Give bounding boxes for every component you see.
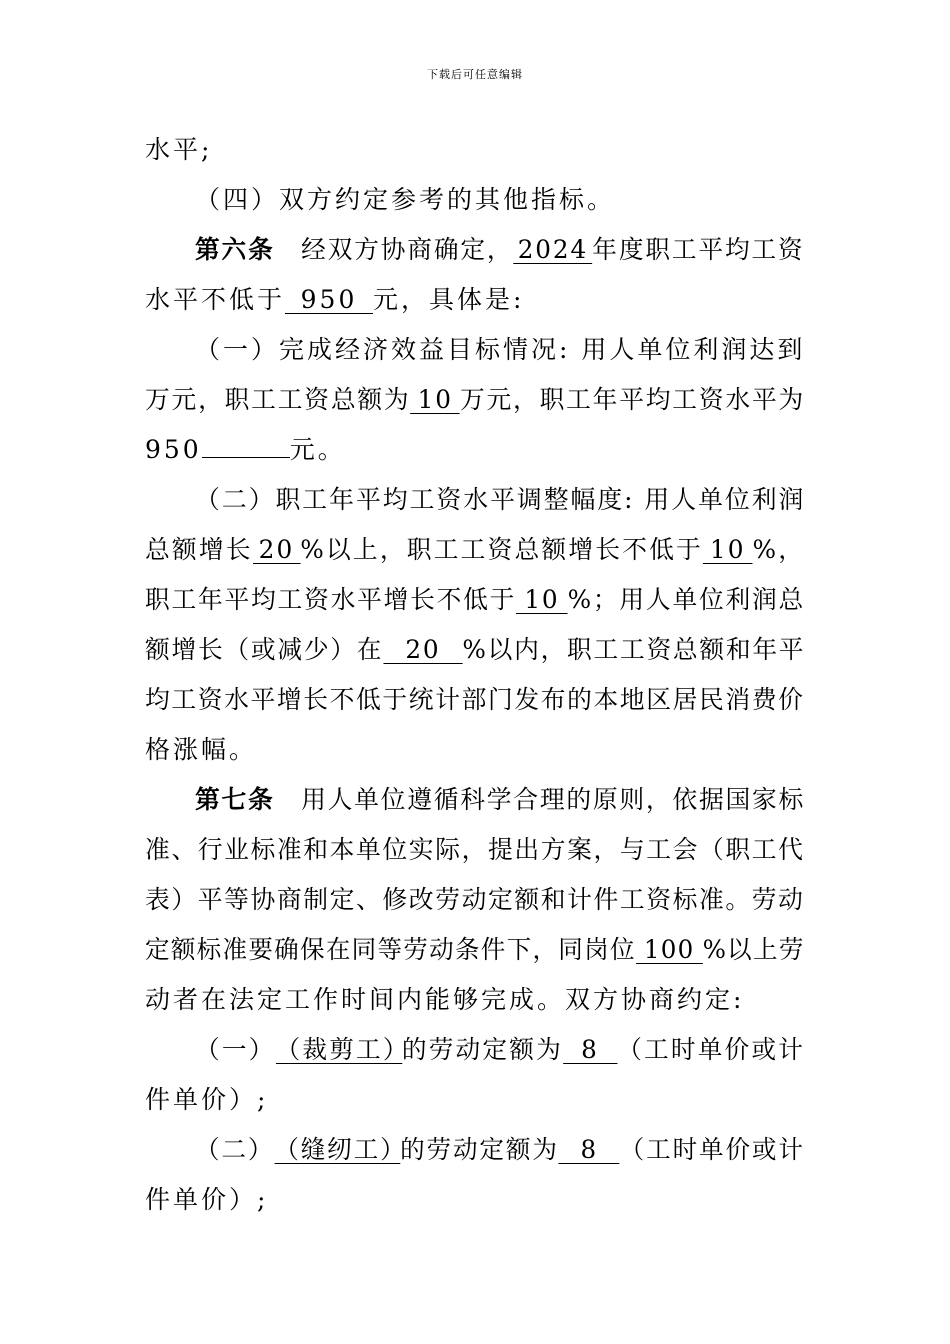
text-segment: %以内，职工工资总额和年平	[462, 635, 806, 664]
text-segment: 定额标准要确保在同等劳动条件下，同岗位	[145, 935, 636, 964]
text-segment: %以上，职工工资总额增长不低于	[300, 535, 703, 564]
text-segment: 950	[145, 435, 202, 464]
text-segment: 经双方协商确定，	[274, 235, 514, 264]
text-segment: （四）双方约定参考的其他指标。	[195, 185, 616, 214]
text-line	[195, 785, 805, 815]
text-line	[145, 285, 524, 315]
text-line	[145, 435, 346, 465]
page-header: 下载后可任意编辑	[427, 68, 523, 81]
text-line	[145, 585, 805, 615]
text-line	[195, 335, 805, 365]
text-line	[195, 1035, 805, 1065]
article-heading: 第六条	[195, 235, 275, 264]
text-line	[145, 935, 805, 965]
text-segment: %；用人单位利润总	[567, 585, 806, 614]
filled-blank: 2024	[513, 237, 592, 264]
filled-blank: 8	[559, 1137, 620, 1164]
filled-blank: 20	[383, 637, 462, 664]
text-line	[145, 1185, 268, 1215]
text-segment: %以上劳	[702, 935, 805, 964]
text-segment: （工时单价或计	[619, 1135, 805, 1164]
filled-blank: （缝纫工）	[274, 1135, 407, 1164]
text-segment: 水平;	[145, 135, 213, 164]
text-line	[145, 135, 212, 165]
filled-blank: 20	[253, 537, 301, 564]
filled-blank: 10	[410, 387, 459, 414]
text-segment: 用人单位遵循科学合理的原则，依据国家标	[274, 785, 806, 814]
text-segment: 万元，职工年平均工资水平为	[459, 385, 806, 414]
text-segment: 职工年平均工资水平增长不低于	[145, 585, 517, 614]
filled-blank: 10	[516, 587, 567, 614]
text-line	[145, 1085, 268, 1115]
text-segment: （一）	[195, 1035, 276, 1064]
text-segment: 元。	[289, 435, 346, 464]
filled-blank: 10	[703, 537, 753, 564]
text-line	[145, 385, 805, 415]
text-line	[195, 235, 805, 265]
text-line	[195, 1135, 805, 1165]
text-segment: 元，具体是:	[373, 285, 525, 314]
text-line	[145, 535, 805, 565]
filled-blank: （裁剪工）	[275, 1035, 410, 1064]
text-segment: 均工资水平增长不低于统计部门发布的本地区居民消费价	[145, 685, 805, 714]
filled-blank: 950	[285, 287, 373, 314]
text-line	[145, 985, 744, 1015]
text-segment: 万元，职工工资总额为	[145, 385, 411, 414]
text-segment: 年度职工平均工资	[592, 235, 805, 264]
text-segment: 动者在法定工作时间内能够完成。双方协商约定:	[145, 985, 745, 1014]
text-line	[145, 885, 805, 915]
text-line	[145, 735, 257, 765]
filled-blank	[202, 457, 290, 458]
text-segment: 件单价）;	[145, 1085, 269, 1114]
text-segment: 准、行业标准和本单位实际，提出方案，与工会（职工代	[145, 835, 805, 864]
text-segment: 的劳动定额为	[401, 1035, 563, 1064]
text-segment: %，	[752, 535, 806, 564]
text-segment: 格涨幅。	[145, 735, 258, 764]
text-segment: 总额增长	[145, 535, 253, 564]
text-line	[145, 635, 805, 665]
text-line	[145, 685, 805, 715]
text-segment: （二）	[195, 1135, 275, 1164]
text-line	[195, 485, 805, 515]
text-segment: （二）职工年平均工资水平调整幅度: 用人单位利润	[195, 485, 806, 514]
text-segment: 额增长（或减少）在	[145, 635, 384, 664]
text-segment: 表）平等协商制定、修改劳动定额和计件工资标准。劳动	[145, 885, 805, 914]
text-segment: 水平不低于	[145, 285, 286, 314]
text-segment: （一）完成经济效益目标情况: 用人单位利润达到	[195, 335, 806, 364]
text-segment: 的劳动定额为	[400, 1135, 559, 1164]
text-line	[145, 835, 805, 865]
text-line	[195, 185, 615, 215]
text-segment: 件单价）;	[145, 1185, 269, 1214]
filled-blank: 8	[563, 1037, 617, 1064]
filled-blank: 100	[636, 937, 703, 964]
text-segment: （工时单价或计	[617, 1035, 806, 1064]
article-heading: 第七条	[195, 785, 275, 814]
